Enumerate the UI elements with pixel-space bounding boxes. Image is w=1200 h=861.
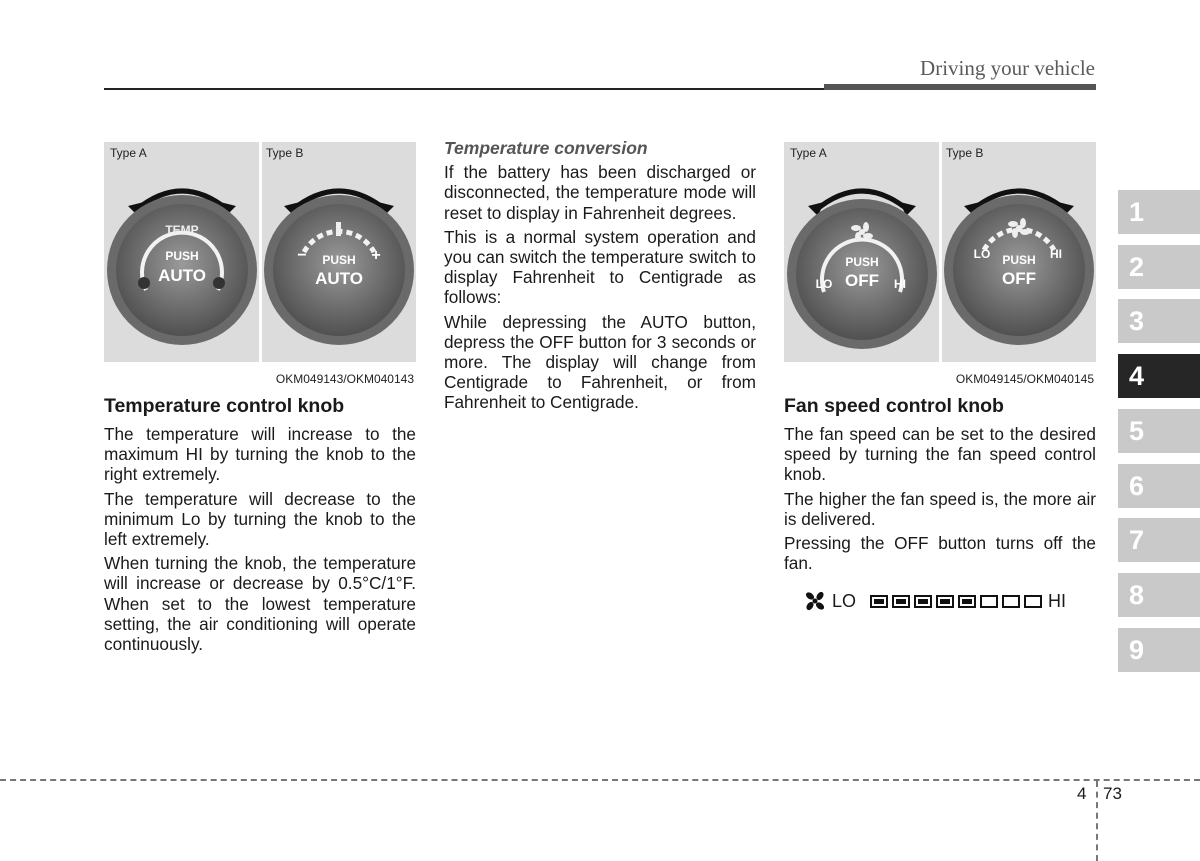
paragraph: The higher the fan speed is, the more air is delivered. <box>784 488 1096 529</box>
figure-code: OKM049143/OKM040143 <box>275 372 414 386</box>
type-a-label: Type A <box>110 146 147 160</box>
knob-b-push-text: PUSH <box>322 253 356 267</box>
chapter-tab-2[interactable]: 2 <box>1118 245 1200 289</box>
paragraph: Pressing the OFF button turns off the fan. <box>784 533 1096 574</box>
paragraph: The temperature will increase to the maximum HI by turning the knob to the right extremely. <box>104 424 416 485</box>
fan-lo-label: LO <box>832 590 857 611</box>
header-rule <box>104 88 824 90</box>
column-fan-speed-knob <box>784 394 1096 577</box>
fan-level-segment <box>1002 595 1020 608</box>
type-b-label: Type B <box>946 146 984 160</box>
paragraph: While depressing the AUTO button, depress the OFF button for 3 seconds or more. The display will change from Centigrade to Fahrenheit, or from Fahrenheit to Centigrade. <box>444 311 756 413</box>
knob-hi-text: HI <box>1050 247 1062 261</box>
fan-icon <box>804 590 826 612</box>
footer-rule <box>0 779 1200 781</box>
fan-level-segment <box>1024 595 1042 608</box>
knob-hi-text: HI <box>894 277 906 291</box>
figure-panel-type-a <box>784 142 939 362</box>
fan-level-segments <box>870 595 1046 608</box>
section-heading: Temperature control knob <box>104 395 345 417</box>
knob-a-push-text: PUSH <box>165 249 199 263</box>
chapter-tab-4[interactable]: 4 <box>1118 354 1200 398</box>
type-b-label: Type B <box>266 146 304 160</box>
chapter-tab-5[interactable]: 5 <box>1118 409 1200 453</box>
fan-level-segment <box>892 595 910 608</box>
fan-level-segment <box>980 595 998 608</box>
paragraph: The fan speed can be set to the desired speed by turning the fan speed control knob. <box>784 424 1096 485</box>
fan-level-segment <box>958 595 976 608</box>
paragraph: If the battery has been discharged or disconnected, the temperature mode will reset to display in Fahrenheit degrees. <box>444 162 756 223</box>
knob-a-temp-text: TEMP <box>165 223 199 237</box>
column-temperature-conversion <box>444 138 756 417</box>
knob-a-auto-text: AUTO <box>158 266 206 285</box>
paragraph: This is a normal system operation and you can switch the temperature switch to display Fahrenheit to Centigrade as follows: <box>444 226 756 308</box>
figure-code: OKM049145/OKM040145 <box>955 372 1094 386</box>
figure-separator <box>784 362 1096 366</box>
fan-hi-label: HI <box>1048 590 1067 611</box>
figure-fan-knobs <box>784 142 1096 388</box>
chapter-tab-9[interactable]: 9 <box>1118 628 1200 672</box>
fan-level-segment <box>936 595 954 608</box>
knob-push-text: PUSH <box>1002 253 1036 267</box>
figure-panel-type-a <box>104 142 259 362</box>
page-chapter-number: 4 <box>1077 784 1087 803</box>
chapter-tab-7[interactable]: 7 <box>1118 518 1200 562</box>
figure-panel-type-b <box>942 142 1096 362</box>
chapter-tab-3[interactable]: 3 <box>1118 299 1200 343</box>
figure-temperature-knobs <box>104 142 416 388</box>
knob-b-plus-text: + <box>371 247 381 264</box>
knob-b-minus-text: − <box>297 247 307 264</box>
paragraph: When turning the knob, the temperature will increase or decrease by 0.5°C/1°F. When set to the lowest temperature setting, the air conditioning will operate continuously. <box>104 553 416 655</box>
header-title: Driving your vehicle <box>920 56 1095 80</box>
column-temperature-knob <box>104 394 416 658</box>
temperature-knob-type-a-image <box>104 142 259 362</box>
fan-knob-type-a-image <box>784 142 939 362</box>
knob-off-text: OFF <box>1002 269 1036 288</box>
footer-divider <box>1096 781 1098 861</box>
type-a-label: Type A <box>790 146 827 160</box>
fan-level-segment <box>914 595 932 608</box>
fan-level-segment <box>870 595 888 608</box>
knob-lo-text: LO <box>973 247 991 261</box>
figure-panel-type-b <box>262 142 416 362</box>
fan-speed-indicator <box>804 588 1066 614</box>
temperature-knob-type-b-image <box>262 142 416 362</box>
knob-lo-text: LO <box>815 277 833 291</box>
chapter-tab-1[interactable]: 1 <box>1118 190 1200 234</box>
knob-off-text: OFF <box>845 271 879 290</box>
header-rule-accent <box>824 84 1096 90</box>
fan-knob-type-b-image <box>942 142 1096 362</box>
knob-b-auto-text: AUTO <box>315 269 363 288</box>
section-subheading: Temperature conversion <box>444 138 648 158</box>
chapter-tab-6[interactable]: 6 <box>1118 464 1200 508</box>
page-number: 73 <box>1103 784 1122 803</box>
section-heading: Fan speed control knob <box>784 395 1004 417</box>
chapter-tab-8[interactable]: 8 <box>1118 573 1200 617</box>
knob-push-text: PUSH <box>845 255 879 269</box>
paragraph: The temperature will decrease to the minimum Lo by turning the knob to the left extremely. <box>104 488 416 550</box>
figure-separator <box>104 362 416 366</box>
